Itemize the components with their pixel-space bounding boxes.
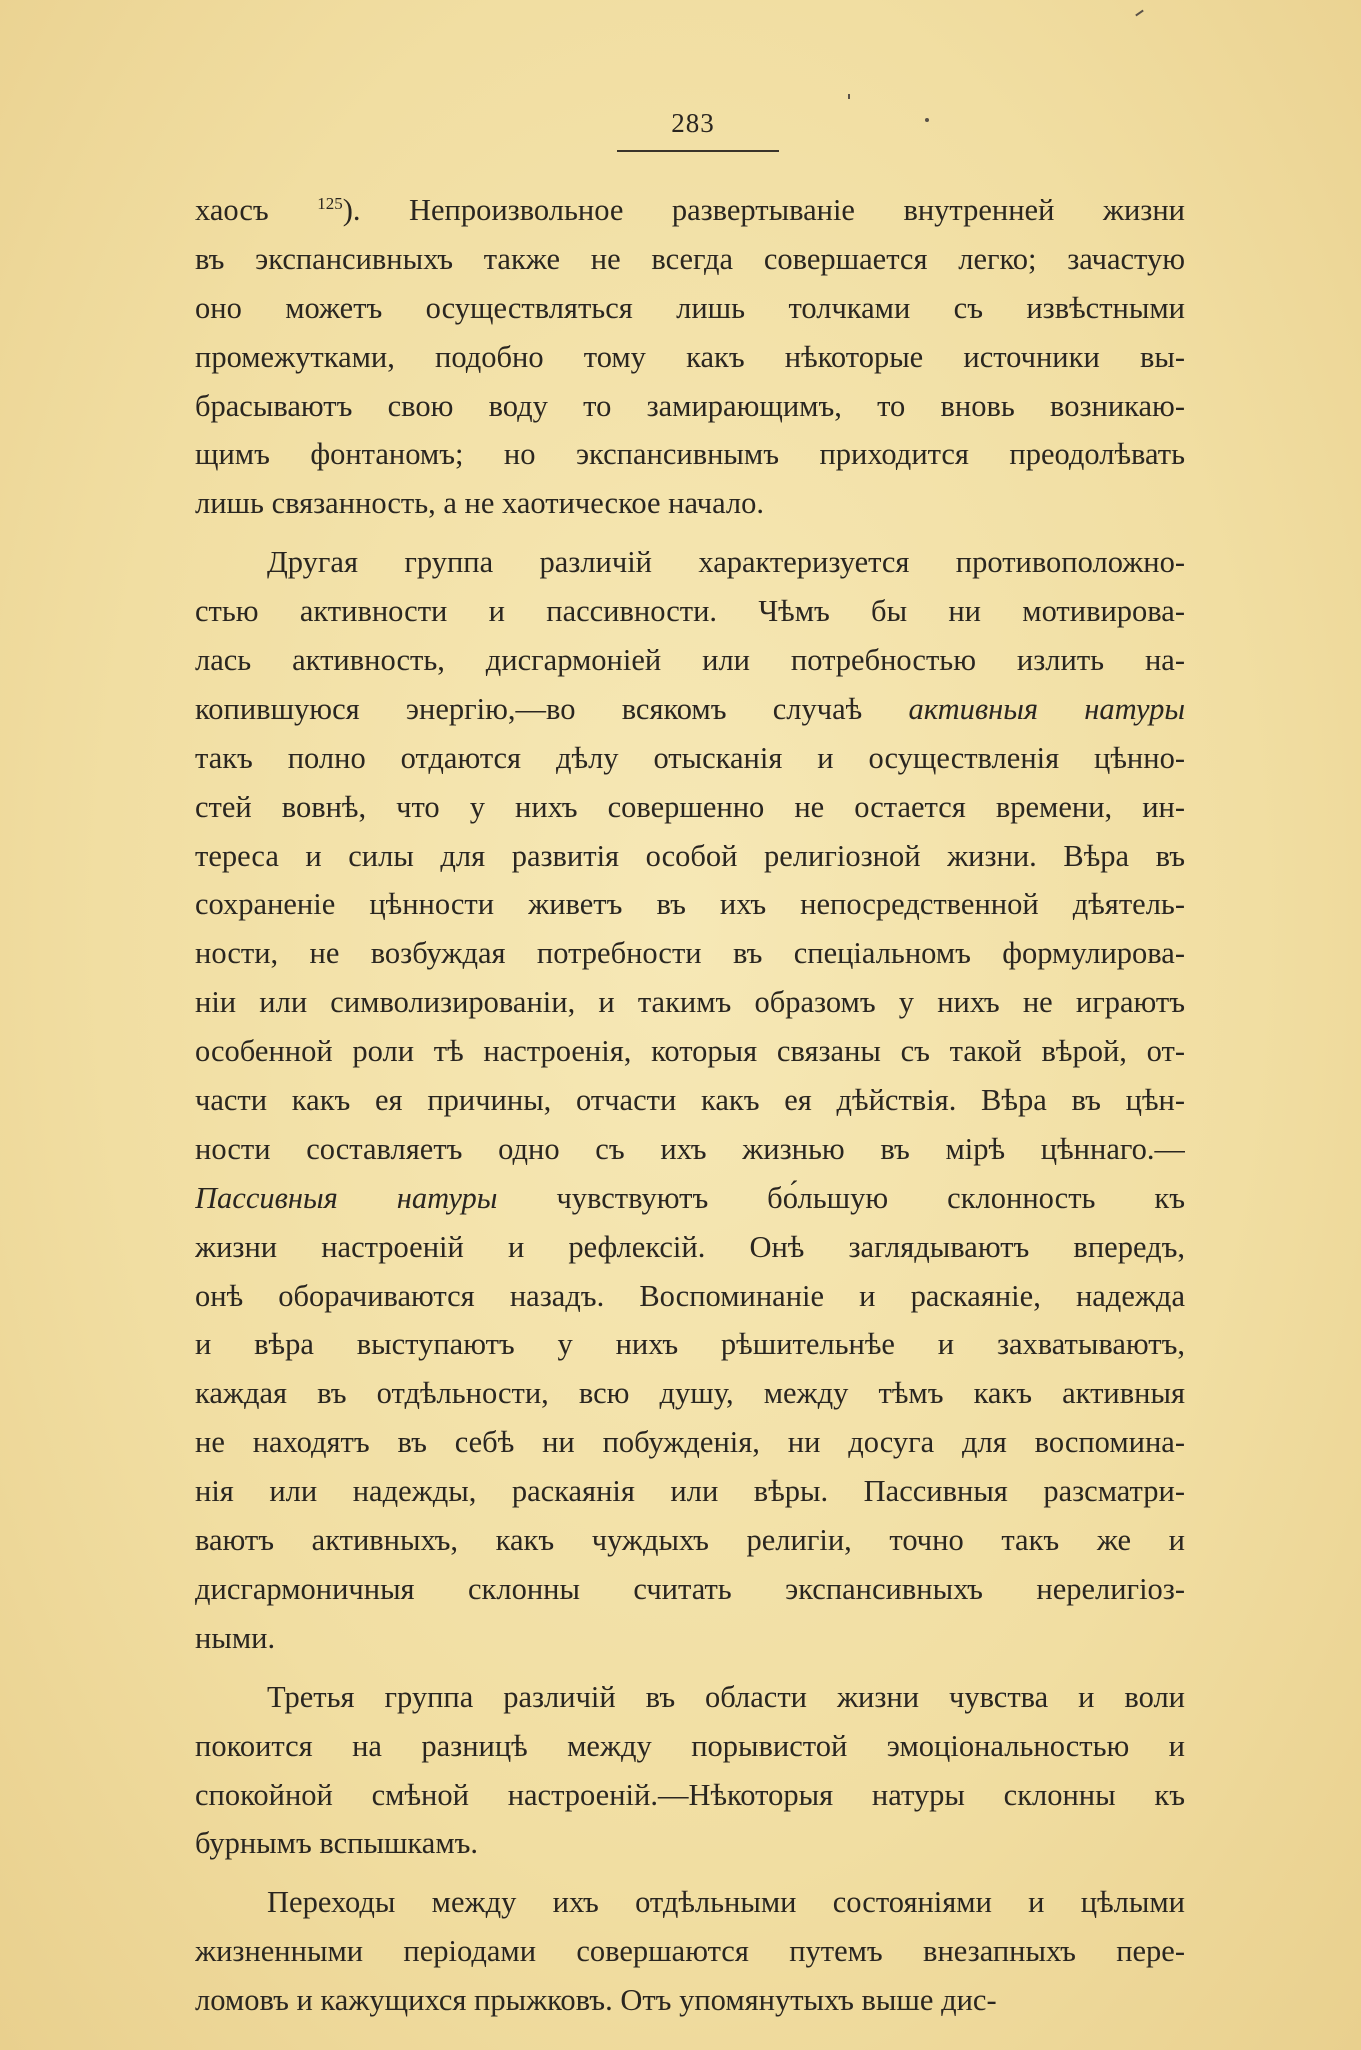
ink-speck <box>848 94 850 99</box>
paragraph-gap <box>195 1663 1185 1673</box>
text-run: лась активность, дисгармоніей или потребностью излить на- <box>195 643 1185 678</box>
text-line <box>195 1927 1185 1976</box>
text-run: ніи или символизированіи, и такимъ образомъ у нихъ не играютъ <box>195 985 1185 1020</box>
text-run: части какъ ея причины, отчасти какъ ея дѣйствія. Вѣра въ цѣн- <box>195 1083 1185 1118</box>
italic-term: Пассивныя натуры <box>195 1180 498 1215</box>
text-line <box>195 880 1185 929</box>
text-run: брасываютъ свою воду то замирающимъ, то вновь возникаю- <box>195 388 1185 423</box>
text-line <box>195 284 1185 333</box>
text-run: стей вовнѣ, что у нихъ совершенно не остается времени, ин- <box>195 789 1185 824</box>
text-run: жизни настроеній и рефлексій. Онѣ заглядываютъ впередъ, <box>195 1229 1185 1264</box>
text-run: копившуюся энергію,—во всякомъ случаѣ <box>195 691 909 726</box>
text-run: ности, не возбуждая потребности въ спеціальномъ формулирова- <box>195 936 1185 971</box>
text-line <box>195 1976 1185 2025</box>
text-run: дисгармоничныя склонны считать экспансивныхъ нерелигіоз- <box>195 1571 1185 1606</box>
ink-speck <box>925 118 929 122</box>
text-line <box>195 1174 1185 1223</box>
text-line <box>195 734 1185 783</box>
text-run: ными. <box>195 1620 276 1655</box>
ink-speck <box>1135 10 1144 17</box>
text-line <box>195 1418 1185 1467</box>
text-run: ности составляетъ одно съ ихъ жизнью въ мірѣ цѣннаго.— <box>195 1131 1185 1166</box>
page-number-rule <box>617 150 779 152</box>
text-line <box>195 978 1185 1027</box>
paragraph-gap <box>195 1868 1185 1878</box>
text-line <box>195 479 1185 528</box>
page-number: 283 <box>671 108 715 138</box>
text-line <box>195 587 1185 636</box>
text-run: не находятъ въ себѣ ни побужденія, ни досуга для воспомина- <box>195 1425 1185 1460</box>
text-run: тереса и силы для развитія особой религіозной жизни. Вѣра въ <box>195 838 1185 873</box>
text-run: оно можетъ осуществляться лишь толчками съ извѣстными <box>195 290 1185 325</box>
text-run: жизненными періодами совершаются путемъ внезапныхъ пере- <box>195 1934 1185 1969</box>
text-line <box>195 1614 1185 1663</box>
text-run: чувствуютъ бо́льшую склонность къ <box>497 1180 1185 1215</box>
text-line <box>195 1272 1185 1321</box>
text-line <box>195 1027 1185 1076</box>
text-line <box>195 1223 1185 1272</box>
text-run: стью активности и пассивности. Чѣмъ бы ни мотивирова- <box>195 594 1185 629</box>
text-run: лишь связанность, а не хаотическое начало. <box>195 486 765 521</box>
text-run: бурнымъ вспышкамъ. <box>195 1826 479 1861</box>
text-run: ). Непроизвольное развертываніе внутренней жизни <box>342 193 1185 227</box>
text-line <box>195 1878 1185 1927</box>
text-line <box>195 1673 1185 1722</box>
text-line <box>195 1771 1185 1820</box>
body-text <box>195 186 1185 2025</box>
text-line <box>195 783 1185 832</box>
text-line <box>195 1565 1185 1614</box>
text-run: сохраненіе цѣнности живетъ въ ихъ непосредственной дѣятель- <box>195 887 1185 922</box>
text-line <box>195 1320 1185 1369</box>
text-run: и вѣра выступаютъ у нихъ рѣшительнѣе и захватываютъ, <box>195 1327 1185 1362</box>
text-run: покоится на разницѣ между порывистой эмоціональностью и <box>195 1728 1185 1763</box>
text-run: Третья группа различій въ области жизни чувства и воли <box>267 1679 1185 1714</box>
text-line <box>195 1076 1185 1125</box>
text-run: нія или надежды, раскаянія или вѣры. Пассивныя разсматри- <box>195 1474 1185 1509</box>
paragraph <box>195 186 1185 528</box>
text-line <box>195 685 1185 734</box>
text-run: Другая группа различій характеризуется противоположно- <box>267 545 1185 580</box>
text-line <box>195 538 1185 587</box>
text-run: хаосъ <box>195 193 318 227</box>
text-run: такъ полно отдаются дѣлу отысканія и осуществленія цѣнно- <box>195 740 1185 775</box>
text-line <box>195 636 1185 685</box>
text-line <box>195 1369 1185 1418</box>
text-line <box>195 1467 1185 1516</box>
text-run: въ экспансивныхъ также не всегда совершается легко; зачастую <box>195 241 1185 276</box>
paragraph <box>195 1878 1185 2025</box>
text-line <box>195 333 1185 382</box>
text-line <box>195 832 1185 881</box>
paragraph-gap <box>195 528 1185 538</box>
text-line <box>195 1722 1185 1771</box>
text-line <box>195 235 1185 284</box>
footnote-ref: 125 <box>317 193 343 213</box>
text-line <box>195 1516 1185 1565</box>
text-run: щимъ фонтаномъ; но экспансивнымъ приходится преодолѣвать <box>195 437 1185 472</box>
text-line <box>195 1819 1185 1868</box>
text-run: Переходы между ихъ отдѣльными состояніями и цѣлыми <box>267 1885 1185 1920</box>
text-line <box>195 1125 1185 1174</box>
text-run: каждая въ отдѣльности, всю душу, между тѣмъ какъ активныя <box>195 1376 1185 1411</box>
text-line <box>195 186 1185 235</box>
text-run: ломовъ и кажущихся прыжковъ. Отъ упомянутыхъ выше дис- <box>195 1983 997 2018</box>
text-line <box>195 430 1185 479</box>
text-run: особенной роли тѣ настроенія, которыя связаны съ такой вѣрой, от- <box>195 1034 1185 1069</box>
text-line <box>195 929 1185 978</box>
text-run: онѣ оборачиваются назадъ. Воспоминаніе и раскаяніе, надежда <box>195 1278 1185 1313</box>
text-line <box>195 382 1185 431</box>
text-run: спокойной смѣной настроеній.—Нѣкоторыя натуры склонны къ <box>195 1777 1185 1812</box>
italic-term: активныя натуры <box>908 691 1185 726</box>
text-run: ваютъ активныхъ, какъ чуждыхъ религіи, точно такъ же и <box>195 1523 1185 1558</box>
paragraph <box>195 1673 1185 1869</box>
paragraph <box>195 538 1185 1662</box>
text-run: промежутками, подобно тому какъ нѣкоторые источники вы- <box>195 339 1185 374</box>
